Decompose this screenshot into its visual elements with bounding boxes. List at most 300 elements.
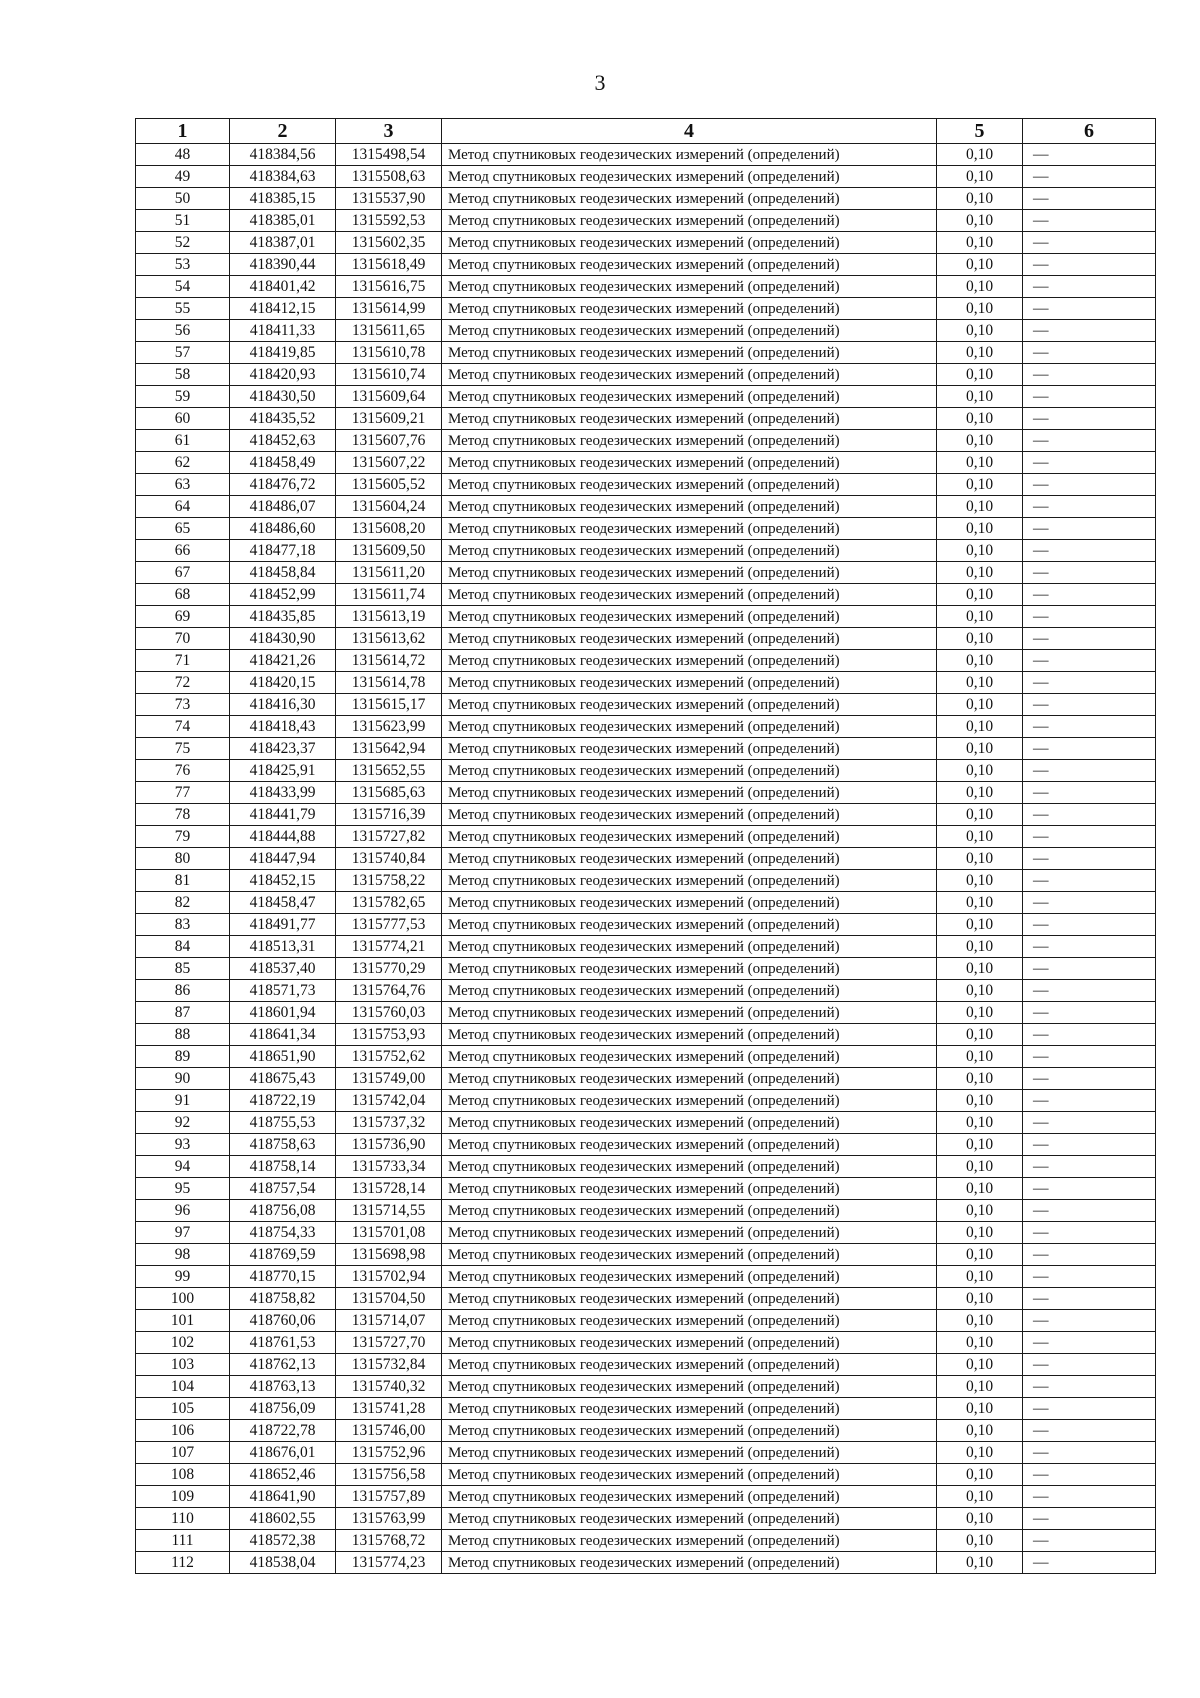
x-coordinate-cell: 418538,04 bbox=[230, 1552, 336, 1574]
precision-cell: 0,10 bbox=[937, 1090, 1023, 1112]
point-number-cell: 78 bbox=[136, 804, 230, 826]
point-number-cell: 49 bbox=[136, 166, 230, 188]
y-coordinate-cell: 1315610,78 bbox=[336, 342, 442, 364]
precision-cell: 0,10 bbox=[937, 936, 1023, 958]
precision-cell: 0,10 bbox=[937, 496, 1023, 518]
y-coordinate-cell: 1315614,72 bbox=[336, 650, 442, 672]
precision-cell: 0,10 bbox=[937, 1222, 1023, 1244]
point-number-cell: 103 bbox=[136, 1354, 230, 1376]
method-cell: Метод спутниковых геодезических измерений (определений) bbox=[442, 1288, 937, 1310]
note-cell: — bbox=[1023, 870, 1156, 892]
table-row bbox=[136, 1112, 1156, 1134]
method-cell: Метод спутниковых геодезических измерений (определений) bbox=[442, 1266, 937, 1288]
precision-cell: 0,10 bbox=[937, 1398, 1023, 1420]
method-cell: Метод спутниковых геодезических измерений (определений) bbox=[442, 1156, 937, 1178]
note-cell: — bbox=[1023, 1354, 1156, 1376]
table-row bbox=[136, 232, 1156, 254]
method-cell: Метод спутниковых геодезических измерений (определений) bbox=[442, 1024, 937, 1046]
table-row bbox=[136, 518, 1156, 540]
x-coordinate-cell: 418757,54 bbox=[230, 1178, 336, 1200]
point-number-cell: 87 bbox=[136, 1002, 230, 1024]
method-cell: Метод спутниковых геодезических измерений (определений) bbox=[442, 518, 937, 540]
note-cell: — bbox=[1023, 1486, 1156, 1508]
precision-cell: 0,10 bbox=[937, 738, 1023, 760]
note-cell: — bbox=[1023, 1310, 1156, 1332]
x-coordinate-cell: 418435,85 bbox=[230, 606, 336, 628]
precision-cell: 0,10 bbox=[937, 430, 1023, 452]
point-number-cell: 62 bbox=[136, 452, 230, 474]
x-coordinate-cell: 418476,72 bbox=[230, 474, 336, 496]
y-coordinate-cell: 1315613,62 bbox=[336, 628, 442, 650]
point-number-cell: 68 bbox=[136, 584, 230, 606]
point-number-cell: 90 bbox=[136, 1068, 230, 1090]
method-cell: Метод спутниковых геодезических измерений (определений) bbox=[442, 936, 937, 958]
table-row bbox=[136, 1002, 1156, 1024]
note-cell: — bbox=[1023, 1024, 1156, 1046]
table-row bbox=[136, 1178, 1156, 1200]
table-row bbox=[136, 760, 1156, 782]
precision-cell: 0,10 bbox=[937, 298, 1023, 320]
method-cell: Метод спутниковых геодезических измерений (определений) bbox=[442, 1310, 937, 1332]
precision-cell: 0,10 bbox=[937, 1442, 1023, 1464]
method-cell: Метод спутниковых геодезических измерений (определений) bbox=[442, 320, 937, 342]
method-cell: Метод спутниковых геодезических измерений (определений) bbox=[442, 650, 937, 672]
y-coordinate-cell: 1315611,65 bbox=[336, 320, 442, 342]
precision-cell: 0,10 bbox=[937, 518, 1023, 540]
y-coordinate-cell: 1315756,58 bbox=[336, 1464, 442, 1486]
point-number-cell: 97 bbox=[136, 1222, 230, 1244]
x-coordinate-cell: 418756,09 bbox=[230, 1398, 336, 1420]
y-coordinate-cell: 1315716,39 bbox=[336, 804, 442, 826]
precision-cell: 0,10 bbox=[937, 188, 1023, 210]
table-row bbox=[136, 1200, 1156, 1222]
method-cell: Метод спутниковых геодезических измерений (определений) bbox=[442, 166, 937, 188]
method-cell: Метод спутниковых геодезических измерений (определений) bbox=[442, 342, 937, 364]
note-cell: — bbox=[1023, 1552, 1156, 1574]
note-cell: — bbox=[1023, 562, 1156, 584]
note-cell: — bbox=[1023, 892, 1156, 914]
point-number-cell: 88 bbox=[136, 1024, 230, 1046]
note-cell: — bbox=[1023, 1222, 1156, 1244]
y-coordinate-cell: 1315763,99 bbox=[336, 1508, 442, 1530]
method-cell: Метод спутниковых геодезических измерений (определений) bbox=[442, 716, 937, 738]
method-cell: Метод спутниковых геодезических измерений (определений) bbox=[442, 1332, 937, 1354]
point-number-cell: 56 bbox=[136, 320, 230, 342]
method-cell: Метод спутниковых геодезических измерений (определений) bbox=[442, 738, 937, 760]
table-row bbox=[136, 672, 1156, 694]
method-cell: Метод спутниковых геодезических измерений (определений) bbox=[442, 870, 937, 892]
table-row bbox=[136, 606, 1156, 628]
method-cell: Метод спутниковых геодезических измерений (определений) bbox=[442, 848, 937, 870]
note-cell: — bbox=[1023, 1266, 1156, 1288]
x-coordinate-cell: 418641,34 bbox=[230, 1024, 336, 1046]
note-cell: — bbox=[1023, 694, 1156, 716]
x-coordinate-cell: 418418,43 bbox=[230, 716, 336, 738]
x-coordinate-cell: 418601,94 bbox=[230, 1002, 336, 1024]
column-header-4: 4 bbox=[442, 119, 937, 144]
y-coordinate-cell: 1315592,53 bbox=[336, 210, 442, 232]
method-cell: Метод спутниковых геодезических измерений (определений) bbox=[442, 628, 937, 650]
x-coordinate-cell: 418761,53 bbox=[230, 1332, 336, 1354]
x-coordinate-cell: 418421,26 bbox=[230, 650, 336, 672]
precision-cell: 0,10 bbox=[937, 1332, 1023, 1354]
precision-cell: 0,10 bbox=[937, 584, 1023, 606]
point-number-cell: 66 bbox=[136, 540, 230, 562]
precision-cell: 0,10 bbox=[937, 1068, 1023, 1090]
note-cell: — bbox=[1023, 540, 1156, 562]
precision-cell: 0,10 bbox=[937, 452, 1023, 474]
y-coordinate-cell: 1315753,93 bbox=[336, 1024, 442, 1046]
method-cell: Метод спутниковых геодезических измерений (определений) bbox=[442, 1508, 937, 1530]
y-coordinate-cell: 1315611,74 bbox=[336, 584, 442, 606]
note-cell: — bbox=[1023, 782, 1156, 804]
point-number-cell: 85 bbox=[136, 958, 230, 980]
table-row bbox=[136, 210, 1156, 232]
note-cell: — bbox=[1023, 408, 1156, 430]
precision-cell: 0,10 bbox=[937, 1420, 1023, 1442]
method-cell: Метод спутниковых геодезических измерений (определений) bbox=[442, 826, 937, 848]
x-coordinate-cell: 418411,33 bbox=[230, 320, 336, 342]
method-cell: Метод спутниковых геодезических измерений (определений) bbox=[442, 892, 937, 914]
table-row bbox=[136, 848, 1156, 870]
method-cell: Метод спутниковых геодезических измерений (определений) bbox=[442, 254, 937, 276]
precision-cell: 0,10 bbox=[937, 364, 1023, 386]
method-cell: Метод спутниковых геодезических измерений (определений) bbox=[442, 496, 937, 518]
y-coordinate-cell: 1315607,22 bbox=[336, 452, 442, 474]
method-cell: Метод спутниковых геодезических измерений (определений) bbox=[442, 1134, 937, 1156]
y-coordinate-cell: 1315605,52 bbox=[336, 474, 442, 496]
point-number-cell: 80 bbox=[136, 848, 230, 870]
method-cell: Метод спутниковых геодезических измерений (определений) bbox=[442, 782, 937, 804]
y-coordinate-cell: 1315614,99 bbox=[336, 298, 442, 320]
point-number-cell: 71 bbox=[136, 650, 230, 672]
point-number-cell: 100 bbox=[136, 1288, 230, 1310]
table-header-row bbox=[136, 119, 1156, 144]
x-coordinate-cell: 418756,08 bbox=[230, 1200, 336, 1222]
method-cell: Метод спутниковых геодезических измерений (определений) bbox=[442, 1486, 937, 1508]
x-coordinate-cell: 418390,44 bbox=[230, 254, 336, 276]
table-row bbox=[136, 452, 1156, 474]
x-coordinate-cell: 418571,73 bbox=[230, 980, 336, 1002]
method-cell: Метод спутниковых геодезических измерений (определений) bbox=[442, 474, 937, 496]
x-coordinate-cell: 418486,60 bbox=[230, 518, 336, 540]
point-number-cell: 54 bbox=[136, 276, 230, 298]
note-cell: — bbox=[1023, 452, 1156, 474]
x-coordinate-cell: 418602,55 bbox=[230, 1508, 336, 1530]
method-cell: Метод спутниковых геодезических измерений (определений) bbox=[442, 672, 937, 694]
point-number-cell: 105 bbox=[136, 1398, 230, 1420]
method-cell: Метод спутниковых геодезических измерений (определений) bbox=[442, 298, 937, 320]
precision-cell: 0,10 bbox=[937, 606, 1023, 628]
x-coordinate-cell: 418458,47 bbox=[230, 892, 336, 914]
point-number-cell: 63 bbox=[136, 474, 230, 496]
table-row bbox=[136, 1442, 1156, 1464]
x-coordinate-cell: 418513,31 bbox=[230, 936, 336, 958]
precision-cell: 0,10 bbox=[937, 1486, 1023, 1508]
y-coordinate-cell: 1315652,55 bbox=[336, 760, 442, 782]
y-coordinate-cell: 1315758,22 bbox=[336, 870, 442, 892]
x-coordinate-cell: 418425,91 bbox=[230, 760, 336, 782]
point-number-cell: 82 bbox=[136, 892, 230, 914]
table-row bbox=[136, 386, 1156, 408]
x-coordinate-cell: 418641,90 bbox=[230, 1486, 336, 1508]
x-coordinate-cell: 418758,63 bbox=[230, 1134, 336, 1156]
y-coordinate-cell: 1315613,19 bbox=[336, 606, 442, 628]
y-coordinate-cell: 1315701,08 bbox=[336, 1222, 442, 1244]
method-cell: Метод спутниковых геодезических измерений (определений) bbox=[442, 276, 937, 298]
x-coordinate-cell: 418419,85 bbox=[230, 342, 336, 364]
note-cell: — bbox=[1023, 342, 1156, 364]
precision-cell: 0,10 bbox=[937, 408, 1023, 430]
x-coordinate-cell: 418452,15 bbox=[230, 870, 336, 892]
point-number-cell: 99 bbox=[136, 1266, 230, 1288]
table-row bbox=[136, 628, 1156, 650]
note-cell: — bbox=[1023, 1398, 1156, 1420]
note-cell: — bbox=[1023, 518, 1156, 540]
y-coordinate-cell: 1315732,84 bbox=[336, 1354, 442, 1376]
precision-cell: 0,10 bbox=[937, 716, 1023, 738]
precision-cell: 0,10 bbox=[937, 342, 1023, 364]
method-cell: Метод спутниковых геодезических измерений (определений) bbox=[442, 1376, 937, 1398]
x-coordinate-cell: 418769,59 bbox=[230, 1244, 336, 1266]
note-cell: — bbox=[1023, 1002, 1156, 1024]
point-number-cell: 55 bbox=[136, 298, 230, 320]
x-coordinate-cell: 418387,01 bbox=[230, 232, 336, 254]
point-number-cell: 109 bbox=[136, 1486, 230, 1508]
point-number-cell: 102 bbox=[136, 1332, 230, 1354]
point-number-cell: 104 bbox=[136, 1376, 230, 1398]
method-cell: Метод спутниковых геодезических измерений (определений) bbox=[442, 430, 937, 452]
y-coordinate-cell: 1315498,54 bbox=[336, 144, 442, 166]
point-number-cell: 59 bbox=[136, 386, 230, 408]
point-number-cell: 79 bbox=[136, 826, 230, 848]
precision-cell: 0,10 bbox=[937, 1530, 1023, 1552]
y-coordinate-cell: 1315602,35 bbox=[336, 232, 442, 254]
y-coordinate-cell: 1315609,50 bbox=[336, 540, 442, 562]
y-coordinate-cell: 1315782,65 bbox=[336, 892, 442, 914]
table-row bbox=[136, 1288, 1156, 1310]
note-cell: — bbox=[1023, 1332, 1156, 1354]
point-number-cell: 48 bbox=[136, 144, 230, 166]
table-row bbox=[136, 1310, 1156, 1332]
method-cell: Метод спутниковых геодезических измерений (определений) bbox=[442, 364, 937, 386]
method-cell: Метод спутниковых геодезических измерений (определений) bbox=[442, 1068, 937, 1090]
point-number-cell: 92 bbox=[136, 1112, 230, 1134]
note-cell: — bbox=[1023, 298, 1156, 320]
precision-cell: 0,10 bbox=[937, 1112, 1023, 1134]
note-cell: — bbox=[1023, 1244, 1156, 1266]
table-row bbox=[136, 1398, 1156, 1420]
precision-cell: 0,10 bbox=[937, 628, 1023, 650]
table-row bbox=[136, 254, 1156, 276]
table-row bbox=[136, 540, 1156, 562]
y-coordinate-cell: 1315757,89 bbox=[336, 1486, 442, 1508]
x-coordinate-cell: 418722,78 bbox=[230, 1420, 336, 1442]
method-cell: Метод спутниковых геодезических измерений (определений) bbox=[442, 1090, 937, 1112]
point-number-cell: 93 bbox=[136, 1134, 230, 1156]
y-coordinate-cell: 1315702,94 bbox=[336, 1266, 442, 1288]
note-cell: — bbox=[1023, 254, 1156, 276]
precision-cell: 0,10 bbox=[937, 892, 1023, 914]
precision-cell: 0,10 bbox=[937, 562, 1023, 584]
point-number-cell: 64 bbox=[136, 496, 230, 518]
precision-cell: 0,10 bbox=[937, 1376, 1023, 1398]
precision-cell: 0,10 bbox=[937, 958, 1023, 980]
note-cell: — bbox=[1023, 936, 1156, 958]
method-cell: Метод спутниковых геодезических измерений (определений) bbox=[442, 694, 937, 716]
method-cell: Метод спутниковых геодезических измерений (определений) bbox=[442, 1112, 937, 1134]
table-row bbox=[136, 496, 1156, 518]
x-coordinate-cell: 418758,82 bbox=[230, 1288, 336, 1310]
precision-cell: 0,10 bbox=[937, 1552, 1023, 1574]
table-row bbox=[136, 1420, 1156, 1442]
method-cell: Метод спутниковых геодезических измерений (определений) bbox=[442, 188, 937, 210]
point-number-cell: 61 bbox=[136, 430, 230, 452]
y-coordinate-cell: 1315770,29 bbox=[336, 958, 442, 980]
point-number-cell: 98 bbox=[136, 1244, 230, 1266]
note-cell: — bbox=[1023, 364, 1156, 386]
table-row bbox=[136, 276, 1156, 298]
x-coordinate-cell: 418441,79 bbox=[230, 804, 336, 826]
table-row bbox=[136, 826, 1156, 848]
method-cell: Метод спутниковых геодезических измерений (определений) bbox=[442, 1464, 937, 1486]
y-coordinate-cell: 1315604,24 bbox=[336, 496, 442, 518]
note-cell: — bbox=[1023, 628, 1156, 650]
y-coordinate-cell: 1315685,63 bbox=[336, 782, 442, 804]
point-number-cell: 108 bbox=[136, 1464, 230, 1486]
method-cell: Метод спутниковых геодезических измерений (определений) bbox=[442, 1200, 937, 1222]
x-coordinate-cell: 418458,84 bbox=[230, 562, 336, 584]
method-cell: Метод спутниковых геодезических измерений (определений) bbox=[442, 1002, 937, 1024]
note-cell: — bbox=[1023, 320, 1156, 342]
note-cell: — bbox=[1023, 386, 1156, 408]
table-row bbox=[136, 716, 1156, 738]
point-number-cell: 73 bbox=[136, 694, 230, 716]
method-cell: Метод спутниковых геодезических измерений (определений) bbox=[442, 1178, 937, 1200]
y-coordinate-cell: 1315774,23 bbox=[336, 1552, 442, 1574]
point-number-cell: 74 bbox=[136, 716, 230, 738]
point-number-cell: 96 bbox=[136, 1200, 230, 1222]
note-cell: — bbox=[1023, 1442, 1156, 1464]
y-coordinate-cell: 1315608,20 bbox=[336, 518, 442, 540]
point-number-cell: 91 bbox=[136, 1090, 230, 1112]
x-coordinate-cell: 418430,90 bbox=[230, 628, 336, 650]
y-coordinate-cell: 1315698,98 bbox=[336, 1244, 442, 1266]
table-row bbox=[136, 584, 1156, 606]
table-row bbox=[136, 1156, 1156, 1178]
x-coordinate-cell: 418458,49 bbox=[230, 452, 336, 474]
note-cell: — bbox=[1023, 1046, 1156, 1068]
x-coordinate-cell: 418385,15 bbox=[230, 188, 336, 210]
method-cell: Метод спутниковых геодезических измерений (определений) bbox=[442, 232, 937, 254]
point-number-cell: 95 bbox=[136, 1178, 230, 1200]
note-cell: — bbox=[1023, 144, 1156, 166]
point-number-cell: 77 bbox=[136, 782, 230, 804]
precision-cell: 0,10 bbox=[937, 1244, 1023, 1266]
x-coordinate-cell: 418447,94 bbox=[230, 848, 336, 870]
precision-cell: 0,10 bbox=[937, 232, 1023, 254]
method-cell: Метод спутниковых геодезических измерений (определений) bbox=[442, 1420, 937, 1442]
precision-cell: 0,10 bbox=[937, 650, 1023, 672]
table-row bbox=[136, 738, 1156, 760]
x-coordinate-cell: 418430,50 bbox=[230, 386, 336, 408]
table-row bbox=[136, 1376, 1156, 1398]
table-row bbox=[136, 1134, 1156, 1156]
point-number-cell: 57 bbox=[136, 342, 230, 364]
table-row bbox=[136, 1354, 1156, 1376]
precision-cell: 0,10 bbox=[937, 320, 1023, 342]
note-cell: — bbox=[1023, 1376, 1156, 1398]
point-number-cell: 83 bbox=[136, 914, 230, 936]
y-coordinate-cell: 1315727,82 bbox=[336, 826, 442, 848]
point-number-cell: 76 bbox=[136, 760, 230, 782]
note-cell: — bbox=[1023, 1200, 1156, 1222]
table-row bbox=[136, 1530, 1156, 1552]
point-number-cell: 110 bbox=[136, 1508, 230, 1530]
table-row bbox=[136, 166, 1156, 188]
table-row bbox=[136, 1046, 1156, 1068]
y-coordinate-cell: 1315728,14 bbox=[336, 1178, 442, 1200]
point-number-cell: 86 bbox=[136, 980, 230, 1002]
method-cell: Метод спутниковых геодезических измерений (определений) bbox=[442, 408, 937, 430]
method-cell: Метод спутниковых геодезических измерений (определений) bbox=[442, 1046, 937, 1068]
note-cell: — bbox=[1023, 650, 1156, 672]
x-coordinate-cell: 418401,42 bbox=[230, 276, 336, 298]
point-number-cell: 81 bbox=[136, 870, 230, 892]
precision-cell: 0,10 bbox=[937, 1134, 1023, 1156]
table-row bbox=[136, 1090, 1156, 1112]
method-cell: Метод спутниковых геодезических измерений (определений) bbox=[442, 386, 937, 408]
point-number-cell: 72 bbox=[136, 672, 230, 694]
method-cell: Метод спутниковых геодезических измерений (определений) bbox=[442, 1442, 937, 1464]
method-cell: Метод спутниковых геодезических измерений (определений) bbox=[442, 1222, 937, 1244]
x-coordinate-cell: 418385,01 bbox=[230, 210, 336, 232]
precision-cell: 0,10 bbox=[937, 1464, 1023, 1486]
table-row bbox=[136, 936, 1156, 958]
precision-cell: 0,10 bbox=[937, 804, 1023, 826]
x-coordinate-cell: 418420,15 bbox=[230, 672, 336, 694]
table-row bbox=[136, 1332, 1156, 1354]
table-row bbox=[136, 430, 1156, 452]
y-coordinate-cell: 1315749,00 bbox=[336, 1068, 442, 1090]
table-row bbox=[136, 188, 1156, 210]
method-cell: Метод спутниковых геодезических измерений (определений) bbox=[442, 804, 937, 826]
y-coordinate-cell: 1315704,50 bbox=[336, 1288, 442, 1310]
method-cell: Метод спутниковых геодезических измерений (определений) bbox=[442, 452, 937, 474]
table-row bbox=[136, 1266, 1156, 1288]
note-cell: — bbox=[1023, 166, 1156, 188]
note-cell: — bbox=[1023, 1068, 1156, 1090]
table-row bbox=[136, 782, 1156, 804]
note-cell: — bbox=[1023, 276, 1156, 298]
precision-cell: 0,10 bbox=[937, 166, 1023, 188]
column-header-5: 5 bbox=[937, 119, 1023, 144]
table-row bbox=[136, 1464, 1156, 1486]
point-number-cell: 89 bbox=[136, 1046, 230, 1068]
table-row bbox=[136, 958, 1156, 980]
point-number-cell: 50 bbox=[136, 188, 230, 210]
x-coordinate-cell: 418491,77 bbox=[230, 914, 336, 936]
table-row bbox=[136, 980, 1156, 1002]
table-row bbox=[136, 892, 1156, 914]
precision-cell: 0,10 bbox=[937, 1508, 1023, 1530]
y-coordinate-cell: 1315642,94 bbox=[336, 738, 442, 760]
note-cell: — bbox=[1023, 804, 1156, 826]
y-coordinate-cell: 1315609,64 bbox=[336, 386, 442, 408]
point-number-cell: 65 bbox=[136, 518, 230, 540]
column-header-3: 3 bbox=[336, 119, 442, 144]
table-row bbox=[136, 1024, 1156, 1046]
